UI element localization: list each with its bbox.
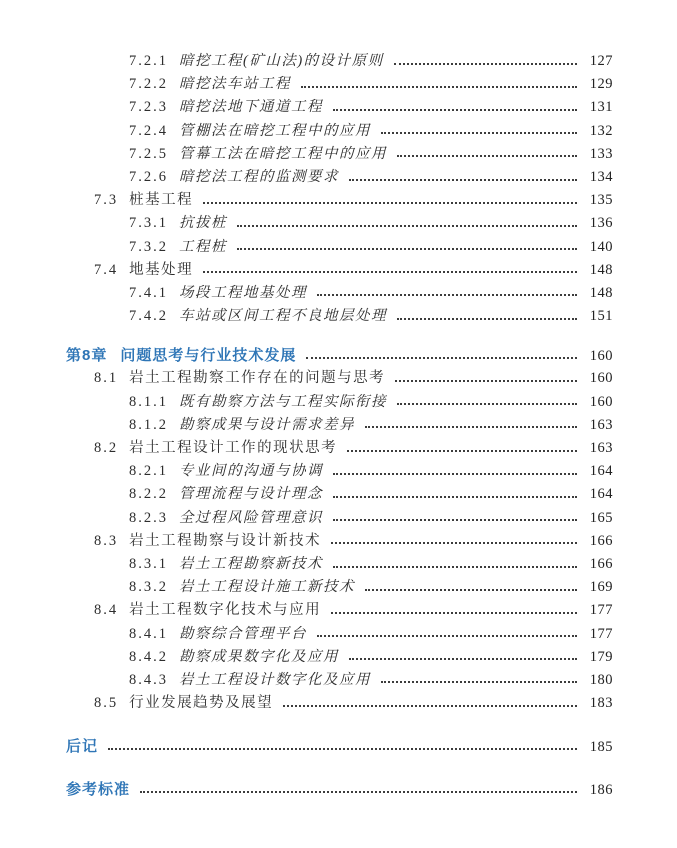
dot-leader <box>331 612 577 614</box>
dot-leader <box>395 380 577 382</box>
toc-page-number: 132 <box>589 122 613 139</box>
toc-entry-title: 管幕工法在暗挖工程中的应用 <box>179 145 387 162</box>
toc-entry-title: 抗拔桩 <box>179 215 227 232</box>
toc-page-number: 186 <box>589 782 613 799</box>
toc-entry-number: 8.4.1 <box>129 625 168 642</box>
toc-entry-number: 8.3 <box>94 532 119 549</box>
toc-row <box>0 282 613 305</box>
toc-entry-title: 参考标准 <box>66 781 131 799</box>
toc-row <box>0 143 613 166</box>
toc-entry-number: 7.3.1 <box>129 215 168 232</box>
toc-page-number: 166 <box>589 532 613 549</box>
toc-page-number: 163 <box>589 440 613 456</box>
toc-entry-title: 工程桩 <box>179 238 227 255</box>
toc-row <box>0 646 613 669</box>
toc-entry-title: 勘察综合管理平台 <box>179 625 307 642</box>
toc-entry-title: 管理流程与设计理念 <box>179 486 323 503</box>
toc-entry-title: 场段工程地基处理 <box>179 284 307 301</box>
toc-entry-title: 勘察成果数字化及应用 <box>179 648 339 665</box>
toc-row <box>0 259 613 282</box>
toc-page-number: 177 <box>589 625 613 642</box>
toc-page-number: 183 <box>589 695 613 712</box>
toc-row <box>0 553 613 576</box>
toc-row <box>0 166 613 189</box>
toc-row <box>0 599 613 622</box>
toc-row <box>0 437 613 460</box>
toc-page-number: 140 <box>589 238 613 255</box>
toc-page-number: 164 <box>589 486 613 503</box>
toc-row <box>0 414 613 437</box>
toc-entry-title: 全过程风险管理意识 <box>179 509 323 526</box>
toc-row <box>0 391 613 414</box>
toc-entry-title: 岩土工程勘察工作存在的问题与思考 <box>129 370 386 387</box>
toc-page-number: 185 <box>589 739 613 756</box>
dot-leader <box>333 109 577 111</box>
toc-entry-number: 8.3.1 <box>129 555 168 572</box>
toc-entry-title: 专业间的沟通与协调 <box>179 463 323 480</box>
toc-entry-number: 8.2.2 <box>129 486 168 503</box>
toc-row <box>0 460 613 483</box>
toc-row <box>0 483 613 506</box>
dot-leader <box>237 248 577 250</box>
dot-leader <box>394 63 577 65</box>
dot-leader <box>331 542 577 544</box>
toc-entry-number: 8.2 <box>94 440 119 456</box>
toc-entry-number: 7.2.5 <box>129 145 168 162</box>
toc-row <box>0 50 613 73</box>
dot-leader <box>317 294 577 296</box>
toc-entry-title: 既有勘察方法与工程实际衔接 <box>179 393 387 410</box>
toc-row <box>0 692 613 715</box>
toc-page-number: 127 <box>589 53 613 69</box>
toc-page-number: 134 <box>589 168 613 185</box>
toc-row <box>0 735 613 758</box>
toc-entry-number: 7.2.4 <box>129 122 168 139</box>
dot-leader <box>349 179 577 181</box>
toc-page-number: 163 <box>589 416 613 433</box>
toc-entry-title: 管棚法在暗挖工程中的应用 <box>179 122 371 139</box>
toc-entry-number: 第8章 <box>66 347 108 365</box>
toc-entry-title: 桩基工程 <box>129 192 194 209</box>
dot-leader <box>365 426 577 428</box>
dot-leader <box>203 271 577 273</box>
toc-entry-title: 后记 <box>66 738 99 756</box>
toc-page-number: 166 <box>589 555 613 572</box>
dot-leader <box>333 496 577 498</box>
toc-page-number: 136 <box>589 215 613 232</box>
toc-entry-number: 8.1.1 <box>129 393 168 410</box>
toc-entry-title: 岩土工程设计数字化及应用 <box>179 671 371 688</box>
toc-entry-title: 车站或区间工程不良地层处理 <box>179 308 387 325</box>
toc-entry-title: 岩土工程设计工作的现状思考 <box>129 440 338 456</box>
dot-leader <box>381 132 577 134</box>
toc-entry-title: 岩土工程设计施工新技术 <box>179 579 355 596</box>
toc-page-number: 148 <box>589 284 613 301</box>
toc-row <box>0 236 613 259</box>
toc-entry-title: 岩土工程勘察与设计新技术 <box>129 532 322 549</box>
toc-entry-title: 岩土工程数字化技术与应用 <box>129 602 322 619</box>
toc-page-number: 135 <box>589 192 613 209</box>
toc-row <box>0 507 613 530</box>
toc-entry-number: 8.2.3 <box>129 509 168 526</box>
dot-leader <box>397 403 577 405</box>
toc-entry-number: 8.4 <box>94 602 119 619</box>
toc-entry-title: 暗挖法工程的监测要求 <box>179 168 339 185</box>
dot-leader <box>397 318 577 320</box>
toc-entry-number: 7.4.1 <box>129 284 168 301</box>
toc-page-number: 151 <box>589 308 613 325</box>
toc-row <box>0 344 613 367</box>
toc-row <box>0 530 613 553</box>
dot-leader <box>347 450 577 452</box>
dot-leader <box>365 589 577 591</box>
dot-leader <box>317 635 577 637</box>
toc-entry-number: 7.2.1 <box>129 53 168 69</box>
toc-row <box>0 367 613 390</box>
dot-leader <box>349 658 577 660</box>
dot-leader <box>333 519 577 521</box>
toc-entry-number: 7.4.2 <box>129 308 168 325</box>
toc-page-number: 133 <box>589 145 613 162</box>
toc-row <box>0 305 613 328</box>
toc-entry-title: 岩土工程勘察新技术 <box>179 555 323 572</box>
toc-page-number: 177 <box>589 602 613 619</box>
dot-leader <box>306 357 577 359</box>
toc-row <box>0 576 613 599</box>
toc-entry-number: 8.1 <box>94 370 119 387</box>
toc-entry-number: 8.4.2 <box>129 648 168 665</box>
dot-leader <box>333 566 577 568</box>
toc-row <box>0 669 613 692</box>
toc-row <box>0 73 613 96</box>
toc-entry-title: 行业发展趋势及展望 <box>129 695 274 712</box>
dot-leader <box>301 86 577 88</box>
toc-page-number: 160 <box>589 393 613 410</box>
toc-entry-number: 7.2.2 <box>129 76 168 93</box>
dot-leader <box>108 748 577 750</box>
toc-entry-number: 7.4 <box>94 261 119 278</box>
toc-entry-number: 8.1.2 <box>129 416 168 433</box>
toc-row <box>0 212 613 235</box>
toc-page-number: 179 <box>589 648 613 665</box>
dot-leader <box>283 705 577 707</box>
dot-leader <box>381 681 577 683</box>
toc-entry-number: 8.3.2 <box>129 579 168 596</box>
toc-page-number: 164 <box>589 463 613 480</box>
toc-entry-title: 暗挖法车站工程 <box>179 76 291 93</box>
toc-row <box>0 189 613 212</box>
toc-entry-number: 8.4.3 <box>129 671 168 688</box>
dot-leader <box>140 791 577 793</box>
toc-entry-number: 7.3 <box>94 192 119 209</box>
dot-leader <box>203 202 577 204</box>
toc-entry-title: 暗挖工程(矿山法)的设计原则 <box>179 53 384 69</box>
toc-entry-number: 7.3.2 <box>129 238 168 255</box>
toc-row <box>0 120 613 143</box>
toc-entry-number: 7.2.6 <box>129 168 168 185</box>
dot-leader <box>397 155 577 157</box>
toc-page-number: 148 <box>589 261 613 278</box>
toc-entry-number: 8.5 <box>94 695 119 712</box>
toc-page-number: 160 <box>589 348 613 365</box>
toc-entry-title: 勘察成果与设计需求差异 <box>179 416 355 433</box>
toc-page-number: 169 <box>589 579 613 596</box>
dot-leader <box>237 225 577 227</box>
toc-row <box>0 778 613 801</box>
toc-entry-title: 地基处理 <box>129 261 194 278</box>
toc-page-number: 131 <box>589 99 613 116</box>
toc-entry-title: 问题思考与行业技术发展 <box>120 347 297 365</box>
toc-row <box>0 96 613 119</box>
toc-page-number: 129 <box>589 76 613 93</box>
toc-page-number: 165 <box>589 509 613 526</box>
toc-entry-number: 8.2.1 <box>129 463 168 480</box>
toc-page-number: 180 <box>589 671 613 688</box>
toc-entry-number: 7.2.3 <box>129 99 168 116</box>
toc-row <box>0 623 613 646</box>
toc-entry-title: 暗挖法地下通道工程 <box>179 99 323 116</box>
dot-leader <box>333 473 577 475</box>
toc-page-number: 160 <box>589 370 613 387</box>
